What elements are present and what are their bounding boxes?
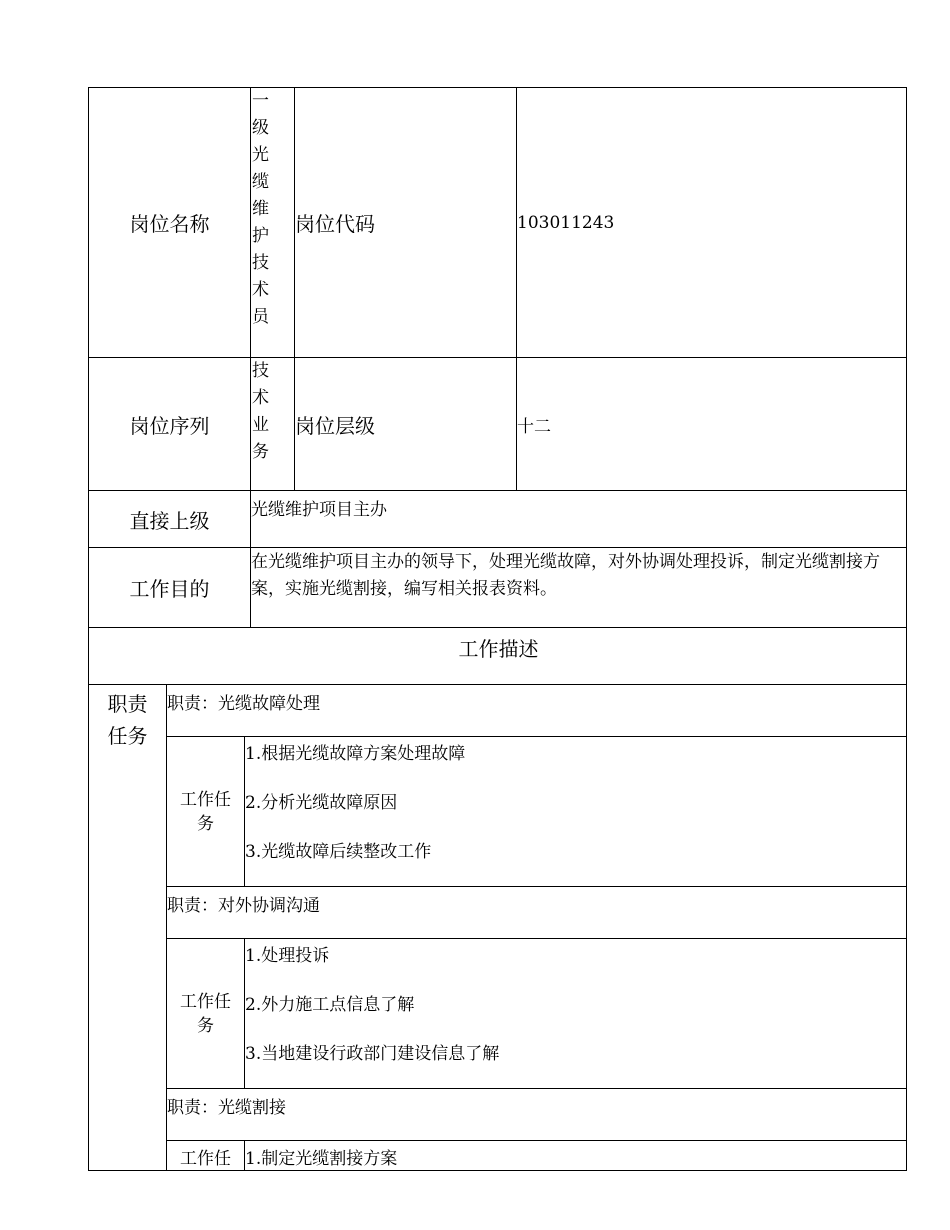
duty-title-text: 职责：光缆故障处理 <box>167 694 320 714</box>
task-list-3 <box>245 1141 907 1171</box>
task-list-1 <box>245 737 907 887</box>
task-item: 3.当地建设行政部门建设信息了解 <box>245 1044 500 1064</box>
task-list-2 <box>245 939 907 1089</box>
post-name-value: 一级光缆维护技术员 <box>252 91 269 327</box>
task-label-partial: 工作任 <box>180 1149 231 1169</box>
post-name-label: 岗位名称 <box>89 88 251 358</box>
task-label-cell-1 <box>167 737 245 887</box>
task-item: 1.制定光缆割接方案 <box>245 1149 398 1169</box>
post-sequence-label: 岗位序列 <box>89 358 251 491</box>
duty-title-3 <box>167 1089 907 1141</box>
post-name-value-cell <box>251 88 295 358</box>
task-label-cell-3 <box>167 1141 245 1171</box>
purpose-label: 工作目的 <box>89 548 251 628</box>
post-level-label: 岗位层级 <box>295 413 375 438</box>
post-level-value-cell <box>517 358 907 491</box>
task-item: 1.处理投诉 <box>245 946 330 966</box>
job-description-table <box>88 87 907 1171</box>
post-code-value: 103011243 <box>517 212 615 233</box>
post-sequence-value-cell <box>251 358 295 491</box>
superior-value-cell <box>251 491 907 548</box>
duty-section-label: 职责任务 <box>107 692 148 748</box>
duty-title-2 <box>167 887 907 939</box>
task-item: 2.分析光缆故障原因 <box>245 793 398 813</box>
duty-title-1 <box>167 685 907 737</box>
post-level-label-cell <box>295 358 517 491</box>
work-description-header: 工作描述 <box>89 628 907 685</box>
post-code-label-cell <box>295 88 517 358</box>
task-label-cell-2 <box>167 939 245 1089</box>
duty-title-text: 职责：光缆割接 <box>167 1098 286 1118</box>
post-code-label: 岗位代码 <box>295 212 375 236</box>
post-sequence-value: 技术业务 <box>252 361 269 462</box>
task-item: 2.外力施工点信息了解 <box>245 995 415 1015</box>
purpose-value-cell <box>251 548 907 628</box>
duty-title-text: 职责：对外协调沟通 <box>167 896 320 916</box>
task-label: 工作任务 <box>180 991 231 1036</box>
post-level-value: 十二 <box>517 416 551 437</box>
purpose-value: 在光缆维护项目主办的领导下，处理光缆故障，对外协调处理投诉，制定光缆割接方案，实施光缆割接，编写相关报表资料。 <box>251 552 880 599</box>
post-code-value-cell <box>517 88 907 358</box>
task-label: 工作任务 <box>180 789 231 834</box>
duty-section-label-cell <box>89 685 167 1171</box>
task-item: 1.根据光缆故障方案处理故障 <box>245 744 466 764</box>
task-item: 3.光缆故障后续整改工作 <box>245 842 432 862</box>
superior-value: 光缆维护项目主办 <box>251 500 387 520</box>
superior-label: 直接上级 <box>89 491 251 548</box>
